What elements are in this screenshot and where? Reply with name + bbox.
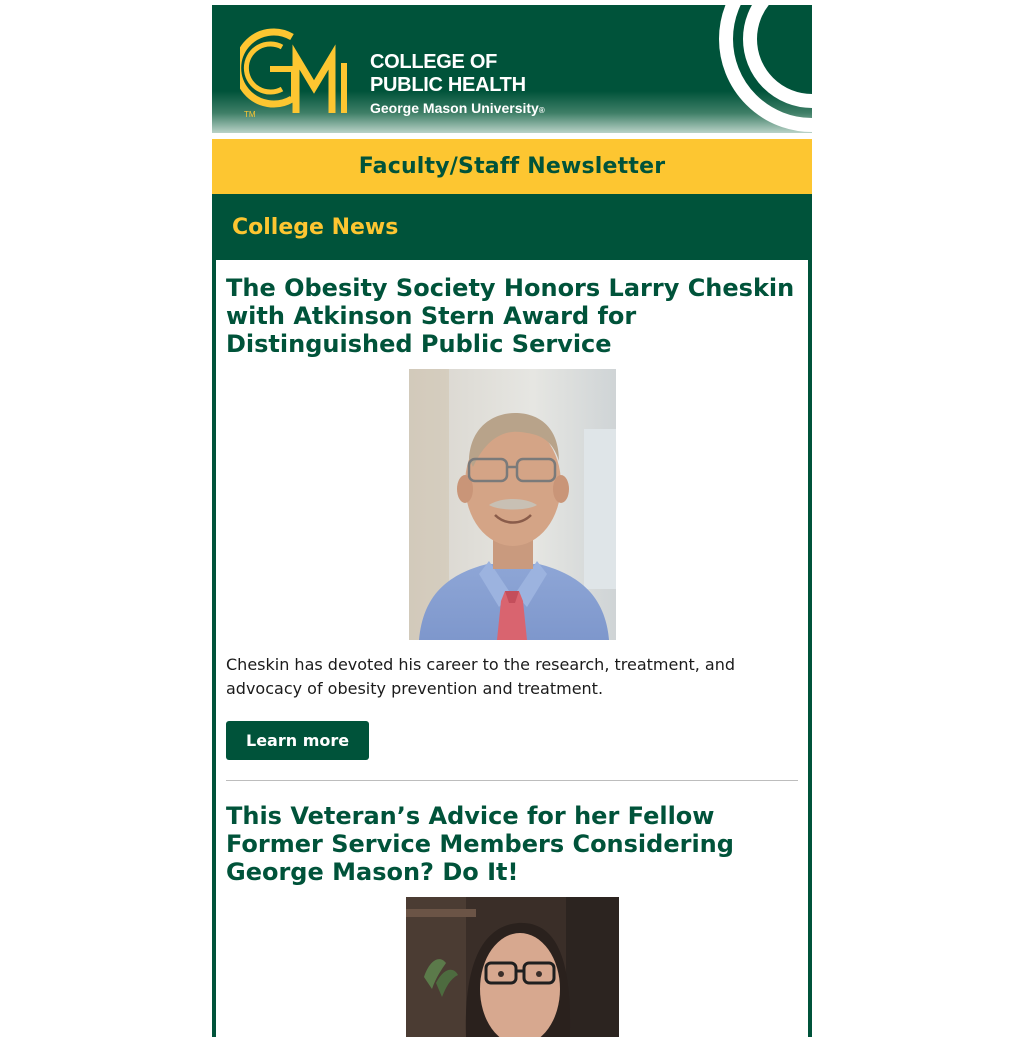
university-name: George Mason University [370,100,539,116]
article-title[interactable]: This Veteran’s Advice for her Fellow Former Service Members Considering George Mason? Do It! [226,802,734,886]
wordmark-line2: PUBLIC HEALTH [370,74,526,96]
article-divider [226,780,798,781]
section-title: College News [232,214,399,240]
newsletter-title-bar [212,139,812,194]
trademark-label: TM [244,110,256,119]
decorative-rings-icon [682,5,812,133]
article-photo-wrap [226,369,798,640]
news-content [212,260,812,1037]
wordmark-line1: COLLEGE OF [370,51,498,73]
article-1 [226,274,798,760]
registered-mark: ® [538,106,545,115]
article-title[interactable]: The Obesity Society Honors Larry Cheskin with Atkinson Stern Award for Distinguished Public Service [226,274,795,358]
article-summary: Cheskin has devoted his career to the research, treatment, and advocacy of obesity prevention and treatment. [226,655,736,698]
college-wordmark [370,51,545,121]
veteran-photo[interactable] [406,897,619,1037]
wordmark-line3 [370,98,545,121]
cheskin-photo[interactable] [409,369,616,640]
article-photo-wrap [226,897,798,1037]
article-2 [226,802,798,1037]
gm-logo-icon [240,23,358,119]
newsletter-email [212,5,812,1037]
learn-more-button[interactable]: Learn more [226,721,369,760]
header-banner [212,5,812,133]
section-header [212,194,812,260]
newsletter-title: Faculty/Staff Newsletter [358,154,666,179]
